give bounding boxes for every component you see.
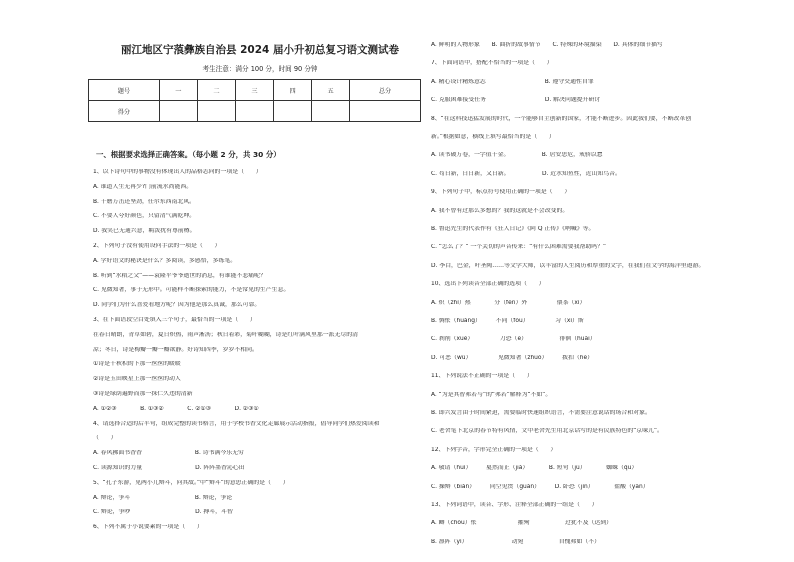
score-value-row [89,101,421,122]
question-line: C. 苟日新，日日新，又日新。 D. 近水知鱼性，近山知鸟音。 [431,170,621,177]
question-line: B. 千磨万击还坚劲，任尔东西南北风。 [93,198,196,205]
question-line: 5、“孔子东游，见两小儿辩斗，问其故。”中“辩斗”的意思正确的是（ ） [93,479,289,486]
table-cell: 总分 [350,80,421,101]
question-line: 10、选出下列读音全部正确的选项（ ） [431,281,545,288]
question-line: 13、下列词语中，读音、字形、注释全部正确的一组是（ ） [431,502,598,508]
score-input-cell [274,101,312,122]
score-input-cell [350,101,421,122]
question-line: （ ） [93,435,117,442]
question-line: 凉；冬日，诗是梅瓣一瓣一瓣欲静。好诗知四季，岁岁不相同。 [93,346,258,353]
question-line: A. 炽（zhì）热 分（fēn）外 偎茶（xì） [431,299,586,306]
question-line: A. “为是其智弗若与”的“弗若”解释为“不如”。 [431,391,552,398]
question-line: B. 惆怅（huáng） 不同（fǒu） 习（xí）斯 [431,318,584,324]
score-input-cell [235,101,273,122]
question-line: A. 鲫（chóu）怅 摧殉 过犹不及（达到） [431,520,613,527]
question-line: B. 鲁迅先生的代表作有《狂人日记》《阿 Q 正传》《呐喊》等。 [431,226,595,232]
question-line: C. 刹削（xuē） 刀恐（è） 徘徊（huái） [431,336,596,343]
score-input-cell [197,101,235,122]
table-cell: 四 [274,80,312,101]
question-line: C. 读源知识的力量 D. 阵阵墨香沁心田 [93,465,245,471]
section-heading: 一、根据要求选择正确答案。（每小题 2 分，共 30 分） [96,150,281,159]
score-header-row [89,80,421,101]
question-line: A. 辩论，争斗 B. 辩论，争论 [93,494,233,501]
question-line: A. ①②③ B. ①③② C. ②①③ D. ②③① [93,405,259,412]
question-line: 8、“在这科技迅猛发展的时代，一个能够自主创新的国家，才能不断进步。因此我们要，不断改革创 [431,115,692,122]
question-line: 7、下面词语中，搭配不恰当的一项是（ ） [431,60,553,67]
question-line: A. 春风拂面书香香 B. 诗书满今乐无穷 [93,450,244,457]
question-line: A. 精心设计精炼意志 B. 遵守交通性自罪 [431,78,594,85]
question-line: D. 李白，巴金，叶圣陶……等文学大师，以丰富的人生阅历和厚重的文字，在我们在文学的海洋里遨游。 [431,262,705,269]
table-cell: 三 [235,80,273,101]
question-line: 11、下列说法不正确的一项是（ ） [431,373,533,380]
question-line: A. 鲜明的人物形象 B. 曲折的故事情节 C. 特殊的环境描染 D. 具体的细节描写 [431,42,663,48]
question-line: C. “怎么了？” 一个关切的声音传来：“有什么困难需要我帮助吗？” [431,244,607,251]
question-line: A. 我不曾有过那么多想的？我的这就是不会改变的。 [431,207,569,214]
question-line: ①诗是千秋积的下那一丝丝的暖暖 [93,361,181,368]
question-line: B. 凛阵（yí） 动宛 自愧弗如（不） [431,538,601,545]
question-line: C. 操辩（biàn） 同空见贯（guàn） D. 卧恐（jìn） 盐酸（yán） [431,483,649,490]
score-table [88,79,421,122]
table-cell: 得分 [89,101,160,122]
question-line: 在春日晴朗，青草如碧，夏日炽热，雨声淅沥；秋日着彩，菊叶糊糊，诗是红叶满风里那一派无尽的清 [93,331,359,338]
table-cell: 一 [159,80,197,101]
question-line: ③诗是绿荫遍野而那一抹仁久违的清新 [93,391,193,397]
question-line: D. 同学们为什么喜爱看地方呢？因为他是那么真诚，那么可靠。 [93,302,261,309]
question-line: 4、请选择合适的后半句，组成完整的读书格言，用于学校书香文化走廊展示活动指报，倡导同学们热爱阅读和 [93,420,380,427]
question-line: 2、下列句子没有使用设问手法的一项是（ ） [93,243,221,249]
question-line: 6、下列不属于小说要素的一项是（ ） [93,524,203,531]
page-title: 丽江地区宁蒗彝族自治县 2024 届小升初总复习语文测试卷 [120,44,400,56]
question-line: A. 谁道人生无再少?门前流水尚能西。 [93,183,193,190]
question-line: 9、下列句子中，标点符号使用正确的一项是（ ） [431,189,571,196]
score-input-cell [159,101,197,122]
question-line: ②诗是玉田映星上那一丝丝的动人 [93,376,181,383]
question-line: C. 克服困难接受任务 D. 解决问题提升研讨 [431,97,601,104]
question-line: B. 即兴发言由于时间紧迫，需要临时快速组织语言，不需要注意说话的场合和对象。 [431,410,651,416]
question-line: 12、下列字音，字形完全正确的一项是（ ） [431,446,557,453]
question-line: B. 听到“水稻之父”——袁隆平爷爷逝世的消息，有谁能不悲痛呢？ [93,272,266,279]
question-line: A. 学好语文的秘诀是什么？多阅读，多感悟，多练笔。 [93,257,237,264]
question-line: A. 读书破万卷，一字值千金。 B. 居安思危，戒骄以怠 [431,152,603,159]
question-line: 3、在下面语段空白处填入三个句子，最恰当的一项是（ ） [93,317,256,323]
score-input-cell [312,101,350,122]
question-line: D. 可恶（wù） 见微知著（zhuó） 拨扣（hé） [431,354,594,361]
table-cell: 二 [197,80,235,101]
table-cell: 五 [312,80,350,101]
question-line: C. 辩论，争吵 D. 搏斗，斗智 [93,509,233,516]
table-cell: 题号 [89,80,160,101]
question-line: A. 敬请（huì） 戛然而止（jiá） B. 短句（jù） 蜘蛛（qū） [431,465,638,472]
exam-notice: 考生注意：满分 100 分，时间 90 分钟 [202,65,318,73]
question-line: 1、以下诗句中的事物没有体现出人的品格志向的一项是（ ） [93,169,262,175]
question-line: D. 我笑已无逋兴意，羁泼扰有尊前樽。 [93,228,196,235]
question-line: C. 不要人夸好颜色，只留清气满乾坤。 [93,213,196,220]
question-line: C. 见微知著，事于无形中。可能样不断探索的能力，不是常见的生产生息。 [93,287,290,294]
question-line: 新。”根据如意，横线上填写最恰当的是（ ） [431,134,555,140]
question-line: C. 老舍笔下北京的春节特有风情，文中老舍先生用北京话写的是有民族特色的“京味儿”。 [431,428,663,435]
